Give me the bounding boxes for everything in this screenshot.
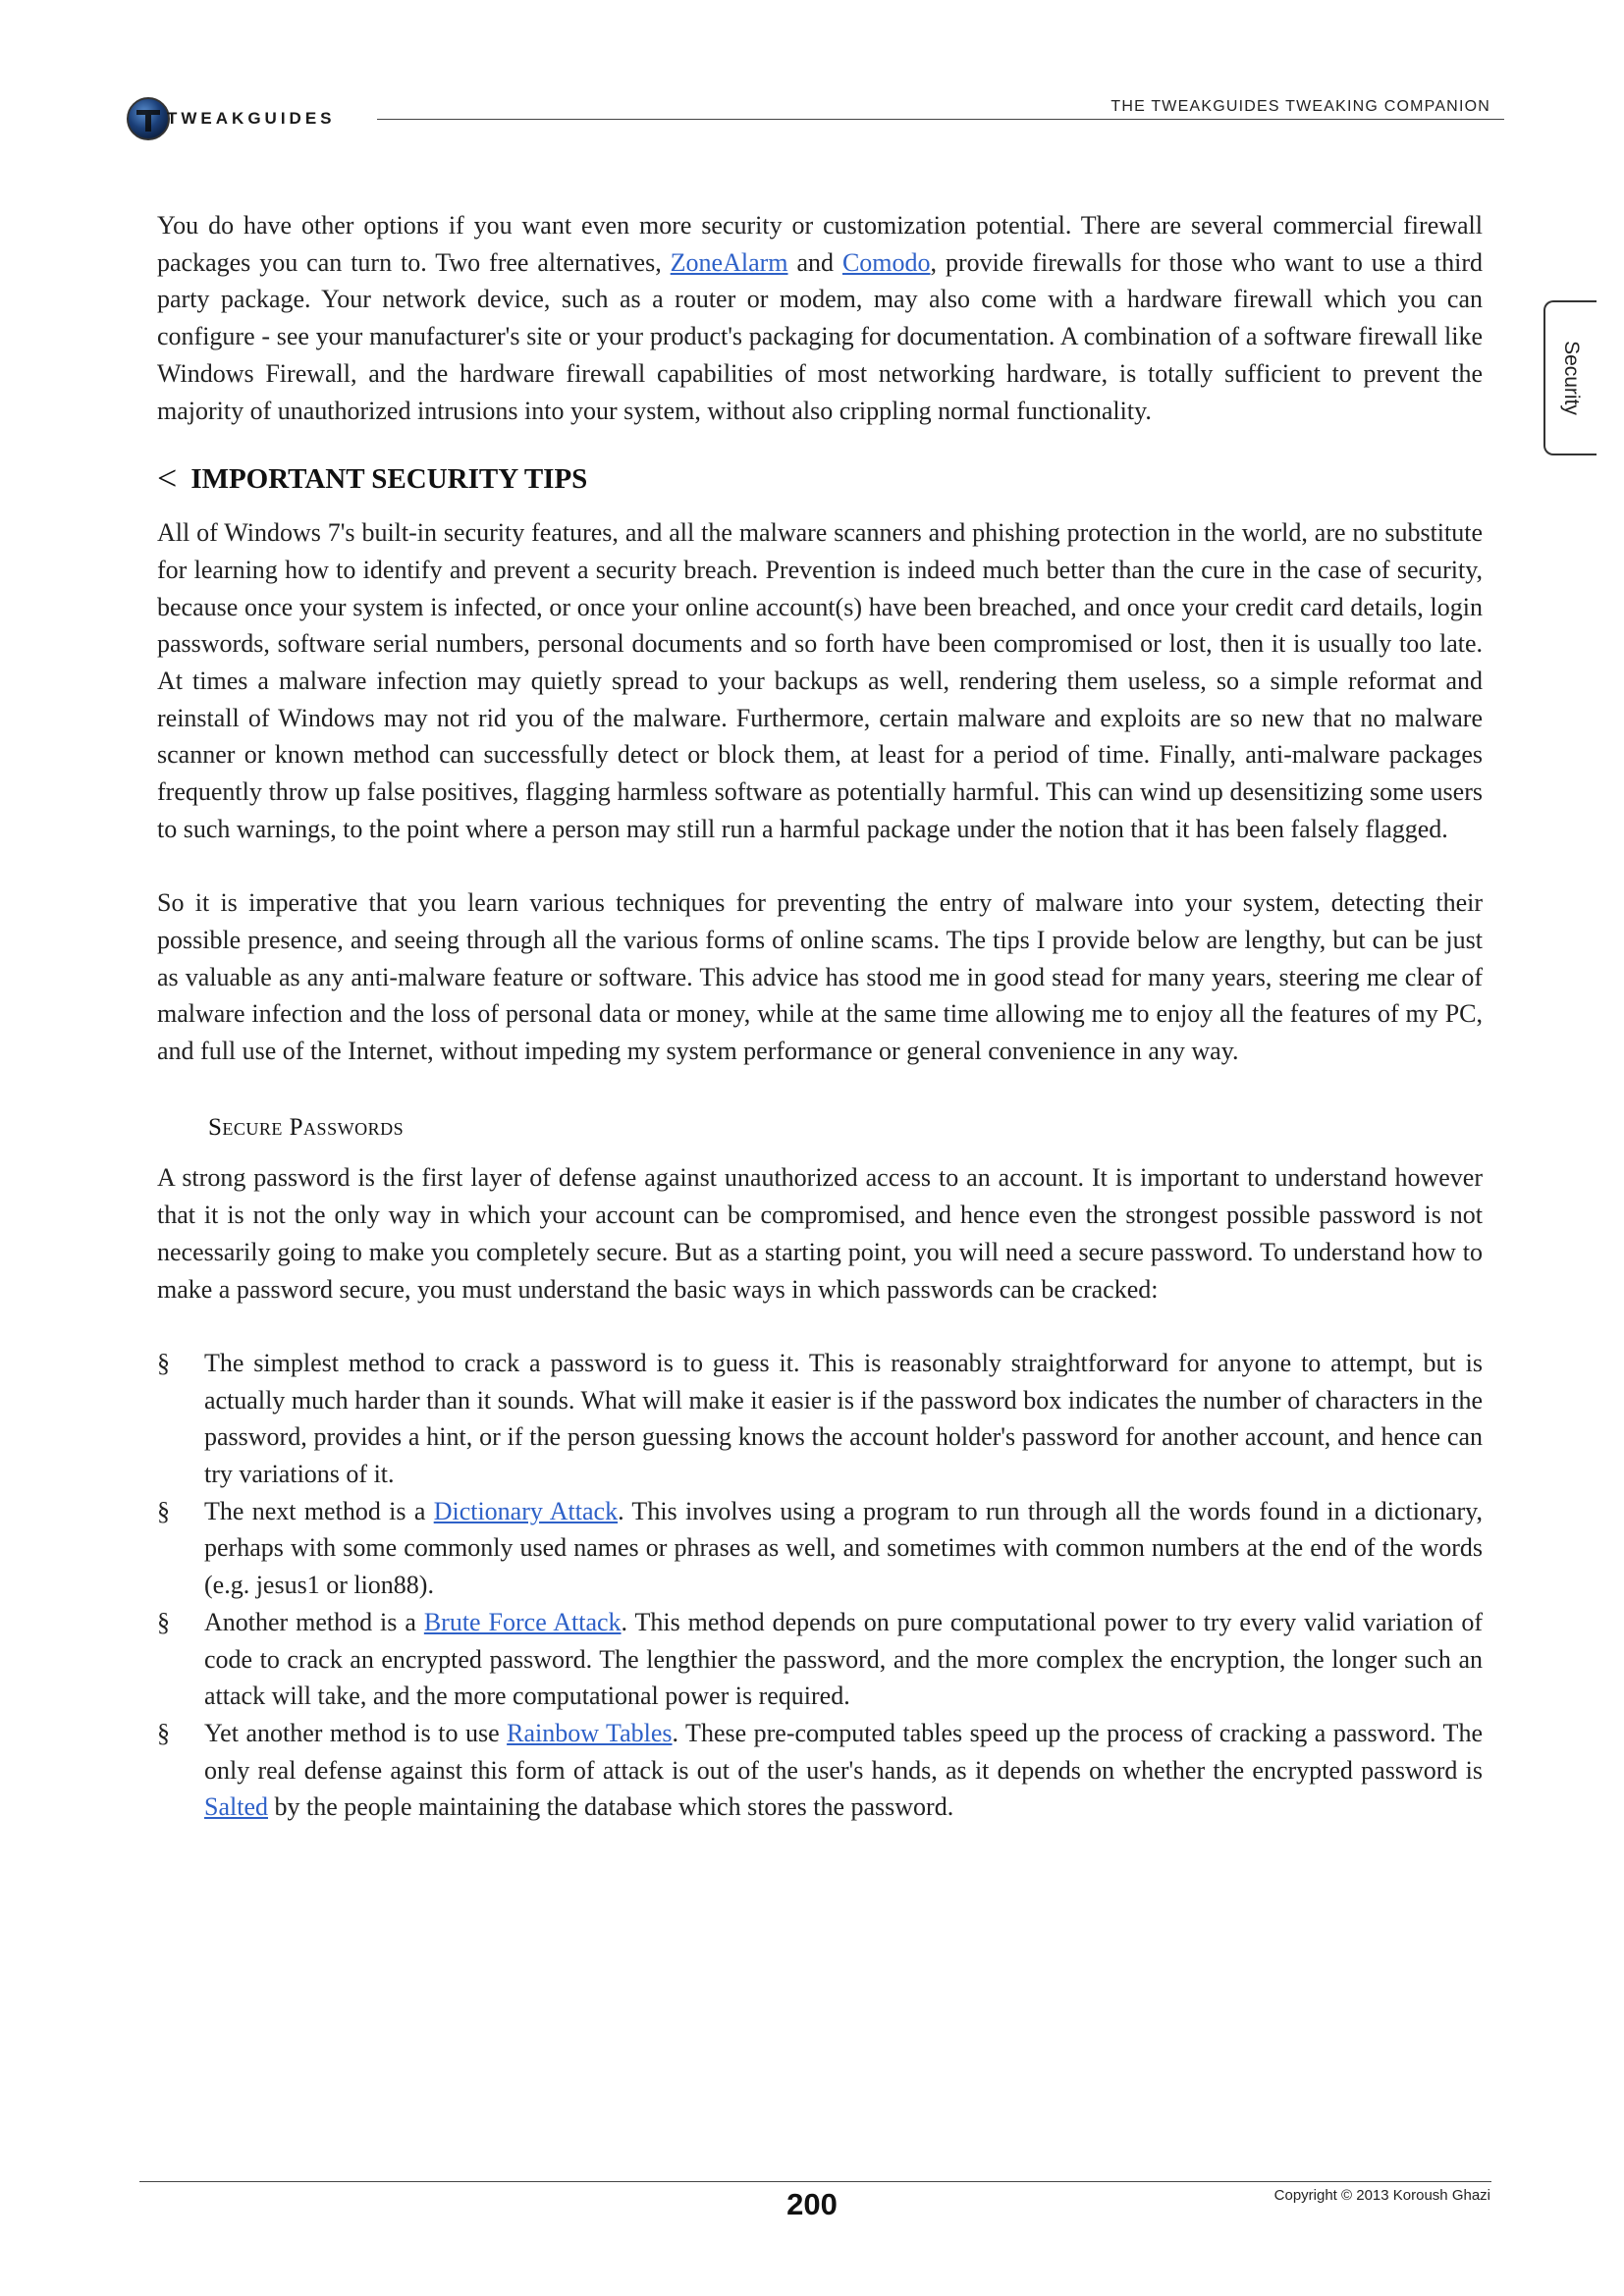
comodo-link[interactable]: Comodo [841, 247, 931, 277]
rainbow-tables-link[interactable]: Rainbow Tables [507, 1718, 673, 1747]
list-item: § The simplest method to crack a password is to guess it. This is reasonably straightforward for anyone to attempt, but is actually much harder than it sounds. What will make it easier is if the password box indicates the number of characters in the password, provides a hint, or if the person guessing knows the account holder's password for another account, and hence can try variations of it. [157, 1345, 1483, 1493]
salted-link[interactable]: Salted [204, 1792, 268, 1822]
passwords-paragraph: A strong password is the first layer of defense against unauthorized access to an account. It is important to understand however that it is not the only way in which your account can be compromised, and hence even the strongest possible password is not necessarily going to make you completely secure. But as a starting point, you will need a secure password. To understand how to make a password secure, you must understand the basic ways in which passwords can be cracked: [157, 1163, 1483, 1304]
brute-force-attack-link[interactable]: Brute Force Attack [423, 1607, 622, 1636]
tweakguides-wordmark [165, 107, 489, 129]
page-content [157, 207, 1483, 1826]
security-tips-paragraph-1: All of Windows 7's built-in security features, and all the malware scanners and phishing protection in the world, are no substitute for learning how to identify and prevent a security breach. Prevention is indeed much better than the cure in the case of security, because once your system is infected, or once your online account(s) have been breached, and once your credit card details, login passwords, software serial numbers, personal documents and so forth have been compromised or lost, then it is usually too late. At times a malware infection may quietly spread to your backups as well, rendering them useless, so a simple reformat and reinstall of Windows may not rid you of the malware. Furthermore, certain malware and exploits are so new that no malware scanner or known method can successfully detect or block them, at least for a period of time. Finally, anti-malware packages frequently throw up false positives, flagging harmless software as potentially harmful. This can wind up desensitizing some users to such warnings, to the point where a person may still run a harmful package under the notion that it has been falsely flagged. [157, 518, 1483, 843]
cracking-methods-list [157, 1345, 1483, 1826]
bullet-section-icon: § [157, 1496, 170, 1525]
list-item: § The next method is a Dictionary Attack. This involves using a program to run through all the words found in a dictionary, perhaps with some commonly used names or phrases as well, and sometimes with common numbers at the end of the words (e.g. jesus1 or lion88). [157, 1493, 1483, 1604]
zonealarm-link[interactable]: ZoneAlarm [670, 247, 788, 277]
bullet-section-icon: § [157, 1348, 170, 1377]
bullet-section-icon: § [157, 1718, 170, 1747]
dictionary-attack-link[interactable]: Dictionary Attack [433, 1496, 619, 1525]
intro-paragraph: You do have other options if you want even more security or customization potential. There are several commercial firewall packages you can turn to. Two free alternatives, ZoneAlarm and Comodo, provide firewalls for those who want to use a third party package. Your network device, such as a router or modem, may also come with a hardware firewall which you can configure - see your manufacturer's site or your product's packaging for documentation. A combination of a software firewall like Windows Firewall, and the hardware firewall capabilities of most networking hardware, is totally sufficient to prevent the majority of unauthorized intrusions into your system, without also crippling normal functionality. [157, 211, 1483, 425]
list-item: § Yet another method is to use Rainbow Tables. These pre-computed tables speed up the process of cracking a password. The only real defense against this form of attack is out of the user's hands, as it depends on whether the encrypted password is Salted by the people maintaining the database which stores the password. [157, 1715, 1483, 1826]
header-rule [377, 119, 1504, 120]
header-title: THE TWEAKGUIDES TWEAKING COMPANION [1110, 98, 1490, 115]
section-heading [157, 456, 1483, 499]
list-item: § Another method is a Brute Force Attack. This method depends on pure computational power to try every valid variation of code to crack an encrypted password. The lengthier the password, and the more complex the encryption, the longer such an attack will take, and the more computational power is required. [157, 1604, 1483, 1715]
side-tab-label: Security [1560, 341, 1583, 415]
page-number: 200 [786, 2187, 838, 2221]
svg-text:TWEAKGUIDES: TWEAKGUIDES [167, 109, 336, 128]
subsection-heading: Secure Passwords [208, 1113, 405, 1141]
bullet-section-icon: § [157, 1607, 170, 1636]
page-header [126, 94, 1504, 143]
section-side-tab [1543, 300, 1597, 455]
section-heading-text: IMPORTANT SECURITY TIPS [190, 463, 588, 496]
security-tips-paragraph-2: So it is imperative that you learn various techniques for preventing the entry of malware into your system, detecting their possible presence, and seeing through all the various forms of online scams. The tips I provide below are lengthy, but can be just as valuable as any anti-malware feature or software. This advice has stood me in good stead for many years, steering me clear of malware infection and the loss of personal data or money, while at the same time allowing me to enjoy all the features of my PC, and full use of the Internet, without impeding my system performance or general convenience in any way. [157, 888, 1483, 1066]
footer-rule [139, 2181, 1491, 2182]
copyright-notice: Copyright © 2013 Koroush Ghazi [1273, 2187, 1490, 2204]
section-chevron-icon: < [157, 458, 178, 499]
